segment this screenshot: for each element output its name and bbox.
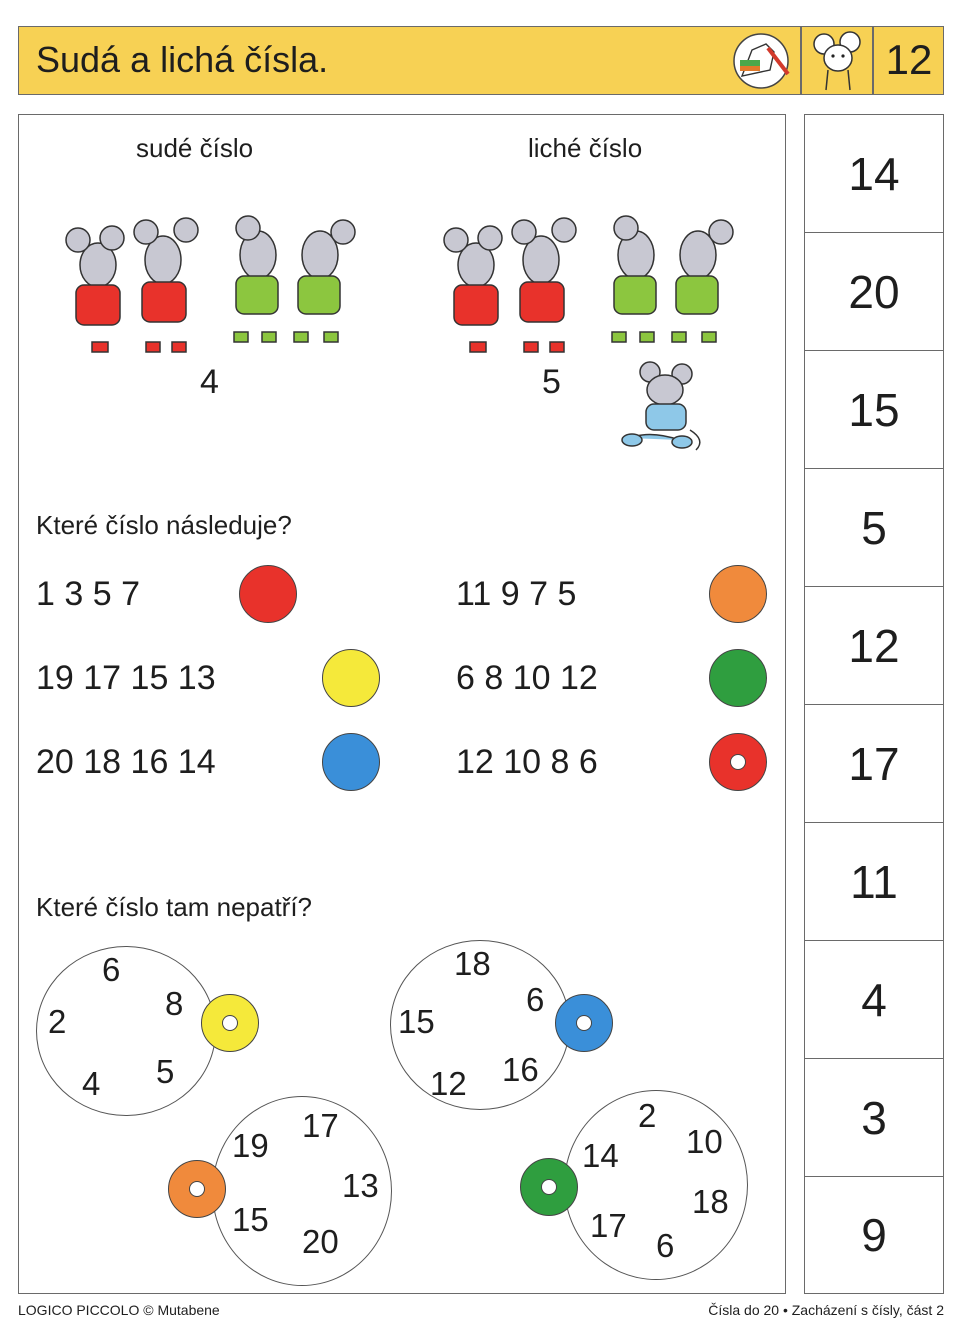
circle-number[interactable]: 6	[526, 981, 545, 1018]
circle-number[interactable]: 5	[156, 1053, 175, 1090]
footer-left: LOGICO PICCOLO © Mutabene	[18, 1302, 220, 1318]
sequence-numbers: 20 18 16 14	[36, 743, 216, 781]
answer-tile[interactable]: 12	[805, 587, 943, 705]
stork-icon	[722, 30, 800, 92]
circle-number[interactable]: 8	[165, 985, 184, 1022]
circle-number[interactable]: 6	[102, 951, 121, 988]
page-number: 12	[885, 36, 933, 83]
circle-number[interactable]: 10	[686, 1123, 723, 1160]
answer-ring-blue[interactable]	[555, 994, 613, 1052]
answer-tile[interactable]: 14	[805, 115, 943, 233]
circle-number[interactable]: 2	[638, 1097, 657, 1134]
answer-dot-red-ring[interactable]	[709, 733, 767, 791]
circle-number[interactable]: 2	[48, 1003, 67, 1040]
answer-ring-yellow[interactable]	[201, 994, 259, 1052]
answer-tile[interactable]: 17	[805, 705, 943, 823]
ring-hole	[189, 1181, 205, 1197]
circle-number[interactable]: 18	[692, 1183, 729, 1220]
circle-number[interactable]: 17	[302, 1107, 339, 1144]
circle-number[interactable]: 6	[656, 1227, 675, 1264]
answer-tile[interactable]: 3	[805, 1059, 943, 1177]
sitting-mouse-icon	[610, 360, 710, 454]
footer-right: Čísla do 20 • Zacházení s čísly, část 2	[708, 1302, 944, 1318]
sequence-numbers: 19 17 15 13	[36, 659, 216, 697]
answer-tile[interactable]: 15	[805, 351, 943, 469]
circle-number[interactable]: 13	[342, 1167, 379, 1204]
odd-count: 5	[542, 363, 561, 401]
ring-hole	[541, 1179, 557, 1195]
sequence-numbers: 11 9 7 5	[456, 575, 577, 613]
answer-tile[interactable]: 11	[805, 823, 943, 941]
circle-number[interactable]: 15	[398, 1003, 435, 1040]
answer-tile[interactable]: 4	[805, 941, 943, 1059]
sequence-numbers: 6 8 10 12	[456, 659, 598, 697]
answer-ring-green[interactable]	[520, 1158, 578, 1216]
odd-one-out-heading: Které číslo tam nepatří?	[36, 892, 313, 922]
answer-strip	[804, 114, 944, 1294]
page-title: Sudá a lichá čísla.	[36, 39, 329, 80]
sequence-numbers: 12 10 8 6	[456, 743, 598, 781]
answer-ring-orange[interactable]	[168, 1160, 226, 1218]
ring-hole	[576, 1015, 592, 1031]
circle-number[interactable]: 20	[302, 1223, 339, 1260]
even-number-label: sudé číslo	[136, 133, 254, 163]
circle-number[interactable]: 12	[430, 1065, 467, 1102]
ring-hole	[222, 1015, 238, 1031]
answer-tile[interactable]: 5	[805, 469, 943, 587]
answer-dot-green[interactable]	[709, 649, 767, 707]
circle-number[interactable]: 14	[582, 1137, 619, 1174]
circle-number[interactable]: 16	[502, 1051, 539, 1088]
answer-dot-blue[interactable]	[322, 733, 380, 791]
circle-number[interactable]: 4	[82, 1065, 101, 1102]
circle-number[interactable]: 18	[454, 945, 491, 982]
sequence-heading: Které číslo následuje?	[36, 510, 292, 540]
even-count: 4	[200, 363, 219, 401]
mice-group-icon	[58, 210, 358, 360]
mouse-icon	[806, 30, 870, 92]
circle-number[interactable]: 15	[232, 1201, 269, 1238]
answer-tile[interactable]: 9	[861, 1208, 887, 1261]
answer-dot-orange[interactable]	[709, 565, 767, 623]
answer-dot-yellow[interactable]	[322, 649, 380, 707]
odd-number-label: liché číslo	[528, 133, 643, 163]
answer-dot-red[interactable]	[239, 565, 297, 623]
answer-tile[interactable]: 20	[805, 233, 943, 351]
mice-group-icon	[436, 210, 736, 360]
ring-hole	[730, 754, 746, 770]
circle-number[interactable]: 19	[232, 1127, 269, 1164]
circle-number[interactable]: 17	[590, 1207, 627, 1244]
header-divider	[800, 26, 802, 95]
sequence-numbers: 1 3 5 7	[36, 575, 140, 613]
